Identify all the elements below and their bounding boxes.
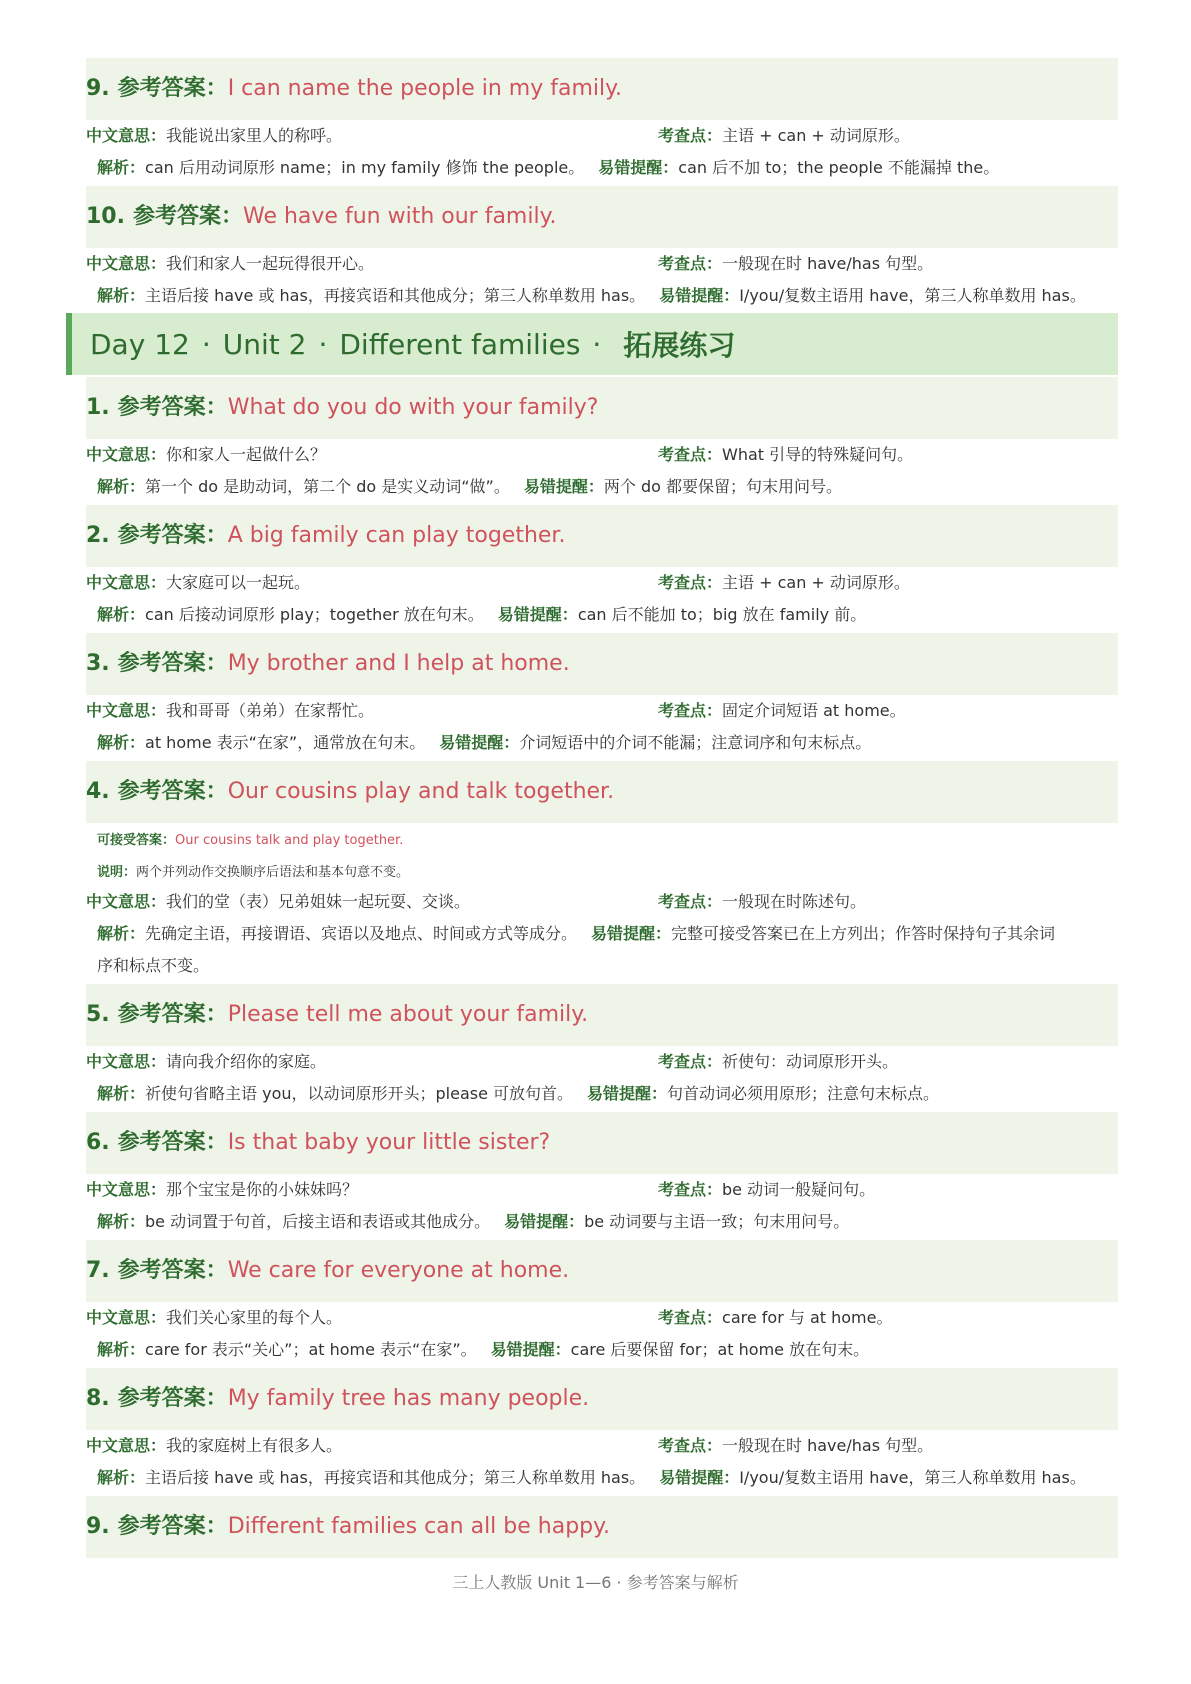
meaning-label: 中文意思： bbox=[86, 254, 167, 273]
analysis-row bbox=[97, 926, 1055, 942]
kaodian-text: be 动词一般疑问句。 bbox=[722, 1180, 876, 1199]
page-footer: 三上人教版 Unit 1—6 · 参考答案与解析 bbox=[452, 1573, 739, 1592]
meaning-label: 中文意思： bbox=[86, 445, 167, 464]
kaodian-label: 考查点： bbox=[658, 892, 723, 911]
answer-bar bbox=[86, 633, 1118, 695]
analysis-row bbox=[97, 1470, 1086, 1486]
kaodian-label: 考查点： bbox=[658, 1436, 723, 1455]
unit-label: Unit 2 bbox=[222, 327, 307, 361]
meaning-text: 我们的堂（表）兄弟姐妹一起玩耍、交谈。 bbox=[166, 892, 471, 911]
tip-text: 两个 do 都要保留；句末用问号。 bbox=[603, 477, 842, 496]
analysis-label: 解析： bbox=[97, 1468, 146, 1487]
meaning-label: 中文意思： bbox=[86, 573, 167, 592]
answer-label: 参考答案： bbox=[117, 1130, 228, 1155]
answer-bar bbox=[86, 505, 1118, 567]
item-number: 10. bbox=[86, 204, 125, 229]
answer-text: Is that baby your little sister? bbox=[227, 1130, 551, 1155]
analysis-row bbox=[97, 735, 871, 751]
analysis-row bbox=[97, 1342, 869, 1358]
kaodian bbox=[658, 1182, 875, 1198]
answer-label: 参考答案： bbox=[117, 523, 228, 548]
item-number: 6. bbox=[86, 1130, 110, 1155]
answer-label: 参考答案： bbox=[117, 76, 228, 101]
tip-text: 句首动词必须用原形；注意句末标点。 bbox=[667, 1084, 940, 1103]
answer-label: 参考答案： bbox=[117, 1514, 228, 1539]
analysis-label: 解析： bbox=[97, 733, 146, 752]
kaodian-text: 一般现在时陈述句。 bbox=[722, 892, 867, 911]
analysis-text: 第一个 do 是助动词，第二个 do 是实义动词“做”。 bbox=[145, 477, 510, 496]
meaning-label: 中文意思： bbox=[86, 701, 167, 720]
answer-text: Our cousins play and talk together. bbox=[227, 779, 615, 804]
kaodian bbox=[658, 894, 866, 910]
kaodian-label: 考查点： bbox=[658, 573, 723, 592]
tip-label: 易错提醒： bbox=[659, 1468, 740, 1487]
analysis-text: 主语后接 have 或 has，再接宾语和其他成分；第三人称单数用 has。 bbox=[145, 286, 646, 305]
answer-text: Different families can all be happy. bbox=[227, 1514, 611, 1539]
tip-label: 易错提醒： bbox=[587, 1084, 668, 1103]
kaodian-text: 一般现在时 have/has 句型。 bbox=[722, 1436, 934, 1455]
meaning-text: 我们关心家里的每个人。 bbox=[166, 1308, 343, 1327]
meaning-row bbox=[86, 701, 906, 720]
item-number: 2. bbox=[86, 523, 110, 548]
kaodian-label: 考查点： bbox=[658, 701, 723, 720]
tip-label: 易错提醒： bbox=[591, 924, 672, 943]
answer-label: 参考答案： bbox=[117, 779, 228, 804]
answer-label: 参考答案： bbox=[117, 395, 228, 420]
answer-text: We have fun with our family. bbox=[243, 204, 557, 229]
analysis-row bbox=[97, 160, 999, 176]
meaning-text: 你和家人一起做什么？ bbox=[166, 445, 327, 464]
analysis-text: be 动词置于句首，后接主语和表语或其他成分。 bbox=[145, 1212, 491, 1231]
analysis-text: 主语后接 have 或 has，再接宾语和其他成分；第三人称单数用 has。 bbox=[145, 1468, 646, 1487]
meaning-row bbox=[86, 1052, 899, 1071]
meaning-text: 我和哥哥（弟弟）在家帮忙。 bbox=[166, 701, 375, 720]
note-row bbox=[97, 866, 409, 879]
tip-label: 易错提醒： bbox=[523, 477, 604, 496]
tip-text: can 后不加 to；the people 不能漏掉 the。 bbox=[678, 158, 1000, 177]
analysis-text: at home 表示“在家”，通常放在句末。 bbox=[145, 733, 426, 752]
kaodian-text: 主语 + can + 动词原形。 bbox=[722, 573, 910, 592]
meaning-text: 请向我介绍你的家庭。 bbox=[166, 1052, 327, 1071]
answer-text: What do you do with your family? bbox=[227, 395, 599, 420]
kaodian-text: care for 与 at home。 bbox=[722, 1308, 893, 1327]
tip-text: can 后不能加 to；big 放在 family 前。 bbox=[577, 605, 867, 624]
answer-bar bbox=[86, 1240, 1118, 1302]
answer-bar bbox=[86, 1496, 1118, 1558]
item-number: 4. bbox=[86, 779, 110, 804]
answer-label: 参考答案： bbox=[117, 1258, 228, 1283]
analysis-row bbox=[97, 1086, 939, 1102]
analysis-label: 解析： bbox=[97, 605, 146, 624]
meaning-row bbox=[86, 1308, 893, 1327]
answer-label: 参考答案： bbox=[117, 1002, 228, 1027]
answer-bar bbox=[86, 984, 1118, 1046]
analysis-row bbox=[97, 1214, 849, 1230]
analysis-text: can 后接动词原形 play；together 放在句末。 bbox=[145, 605, 484, 624]
analysis-label: 解析： bbox=[97, 158, 146, 177]
kaodian bbox=[658, 1438, 933, 1454]
tip-label: 易错提醒： bbox=[659, 286, 740, 305]
note-label: 说明： bbox=[97, 865, 137, 880]
section-header bbox=[66, 313, 1118, 375]
kaodian-label: 考查点： bbox=[658, 1180, 723, 1199]
answer-text: I can name the people in my family. bbox=[227, 76, 622, 101]
analysis-label: 解析： bbox=[97, 924, 146, 943]
acceptable-text: Our cousins talk and play together. bbox=[175, 833, 404, 848]
meaning-text: 那个宝宝是你的小妹妹吗？ bbox=[166, 1180, 359, 1199]
meaning-row bbox=[86, 1180, 876, 1199]
item-number: 7. bbox=[86, 1258, 110, 1283]
tip-label: 易错提醒： bbox=[504, 1212, 585, 1231]
kaodian-label: 考查点： bbox=[658, 126, 723, 145]
meaning-row bbox=[86, 1436, 934, 1455]
answer-bar bbox=[86, 1368, 1118, 1430]
kaodian bbox=[658, 256, 933, 272]
item-number: 9. bbox=[86, 1514, 110, 1539]
meaning-label: 中文意思： bbox=[86, 1052, 167, 1071]
kaodian-text: 祈使句：动词原形开头。 bbox=[722, 1052, 899, 1071]
answer-text: My family tree has many people. bbox=[227, 1386, 590, 1411]
answer-text: We care for everyone at home. bbox=[227, 1258, 570, 1283]
meaning-label: 中文意思： bbox=[86, 1308, 167, 1327]
meaning-text: 我能说出家里人的称呼。 bbox=[166, 126, 343, 145]
answer-text: My brother and I help at home. bbox=[227, 651, 570, 676]
separator-dot: · bbox=[592, 327, 602, 361]
tip-text: I/you/复数主语用 have，第三人称单数用 has。 bbox=[739, 1468, 1086, 1487]
kaodian-text: 一般现在时 have/has 句型。 bbox=[722, 254, 934, 273]
answer-bar bbox=[86, 186, 1118, 248]
item-number: 1. bbox=[86, 395, 110, 420]
analysis-text: care for 表示“关心”；at home 表示“在家”。 bbox=[145, 1340, 477, 1359]
acceptable-answer-row bbox=[97, 834, 403, 847]
tip-label: 易错提醒： bbox=[497, 605, 578, 624]
analysis-label: 解析： bbox=[97, 477, 146, 496]
answer-text: Please tell me about your family. bbox=[227, 1002, 589, 1027]
day-label: Day 12 bbox=[90, 327, 190, 361]
meaning-label: 中文意思： bbox=[86, 1436, 167, 1455]
note-text: 两个并列动作交换顺序后语法和基本句意不变。 bbox=[136, 865, 410, 880]
meaning-text: 我们和家人一起玩得很开心。 bbox=[166, 254, 375, 273]
meaning-label: 中文意思： bbox=[86, 892, 167, 911]
tip-text: care 后要保留 for；at home 放在句末。 bbox=[570, 1340, 870, 1359]
kaodian-label: 考查点： bbox=[658, 1052, 723, 1071]
answer-text: A big family can play together. bbox=[227, 523, 566, 548]
kaodian bbox=[658, 1310, 892, 1326]
meaning-label: 中文意思： bbox=[86, 126, 167, 145]
item-number: 8. bbox=[86, 1386, 110, 1411]
kaodian-text: What 引导的特殊疑问句。 bbox=[722, 445, 914, 464]
unit-title: Different families bbox=[339, 327, 581, 361]
tip-text: 完整可接受答案已在上方列出；作答时保持句子其余词 bbox=[671, 924, 1056, 943]
item-number: 3. bbox=[86, 651, 110, 676]
meaning-row bbox=[86, 126, 910, 145]
kaodian bbox=[658, 1054, 898, 1070]
kaodian-label: 考查点： bbox=[658, 445, 723, 464]
kaodian bbox=[658, 703, 906, 719]
analysis-row-continued bbox=[97, 958, 209, 974]
answer-bar bbox=[86, 58, 1118, 120]
analysis-label: 解析： bbox=[97, 1084, 146, 1103]
analysis-label: 解析： bbox=[97, 286, 146, 305]
analysis-row bbox=[97, 479, 842, 495]
meaning-row bbox=[86, 573, 910, 592]
meaning-label: 中文意思： bbox=[86, 1180, 167, 1199]
tip-text-continued: 序和标点不变。 bbox=[97, 956, 210, 975]
tip-text: be 动词要与主语一致；句末用问号。 bbox=[584, 1212, 850, 1231]
tip-text: I/you/复数主语用 have，第三人称单数用 has。 bbox=[739, 286, 1086, 305]
analysis-label: 解析： bbox=[97, 1340, 146, 1359]
kaodian bbox=[658, 447, 913, 463]
analysis-text: 祈使句省略主语 you，以动词原形开头；please 可放句首。 bbox=[145, 1084, 574, 1103]
tip-label: 易错提醒： bbox=[490, 1340, 571, 1359]
item-number: 9. bbox=[86, 76, 110, 101]
kaodian-text: 固定介词短语 at home。 bbox=[722, 701, 906, 720]
answer-label: 参考答案： bbox=[132, 204, 243, 229]
meaning-row bbox=[86, 445, 914, 464]
answer-bar bbox=[86, 1112, 1118, 1174]
kaodian bbox=[658, 575, 910, 591]
section-type: 拓展练习 bbox=[623, 329, 736, 362]
analysis-text: 先确定主语，再接谓语、宾语以及地点、时间或方式等成分。 bbox=[145, 924, 578, 943]
tip-label: 易错提醒： bbox=[598, 158, 679, 177]
meaning-text: 大家庭可以一起玩。 bbox=[166, 573, 311, 592]
analysis-text: can 后用动词原形 name；in my family 修饰 the people。 bbox=[145, 158, 585, 177]
item-number: 5. bbox=[86, 1002, 110, 1027]
answer-bar bbox=[86, 761, 1118, 823]
kaodian bbox=[658, 128, 910, 144]
kaodian-text: 主语 + can + 动词原形。 bbox=[722, 126, 910, 145]
analysis-row bbox=[97, 607, 866, 623]
meaning-row bbox=[86, 254, 934, 273]
answer-label: 参考答案： bbox=[117, 651, 228, 676]
analysis-row bbox=[97, 288, 1086, 304]
answer-bar bbox=[86, 377, 1118, 439]
kaodian-label: 考查点： bbox=[658, 1308, 723, 1327]
tip-label: 易错提醒： bbox=[439, 733, 520, 752]
analysis-label: 解析： bbox=[97, 1212, 146, 1231]
tip-text: 介词短语中的介词不能漏；注意词序和句末标点。 bbox=[519, 733, 872, 752]
separator-dot: · bbox=[201, 327, 211, 361]
separator-dot: · bbox=[318, 327, 328, 361]
kaodian-label: 考查点： bbox=[658, 254, 723, 273]
meaning-text: 我的家庭树上有很多人。 bbox=[166, 1436, 343, 1455]
answer-label: 参考答案： bbox=[117, 1386, 228, 1411]
meaning-row bbox=[86, 892, 867, 911]
acceptable-label: 可接受答案： bbox=[97, 833, 176, 848]
